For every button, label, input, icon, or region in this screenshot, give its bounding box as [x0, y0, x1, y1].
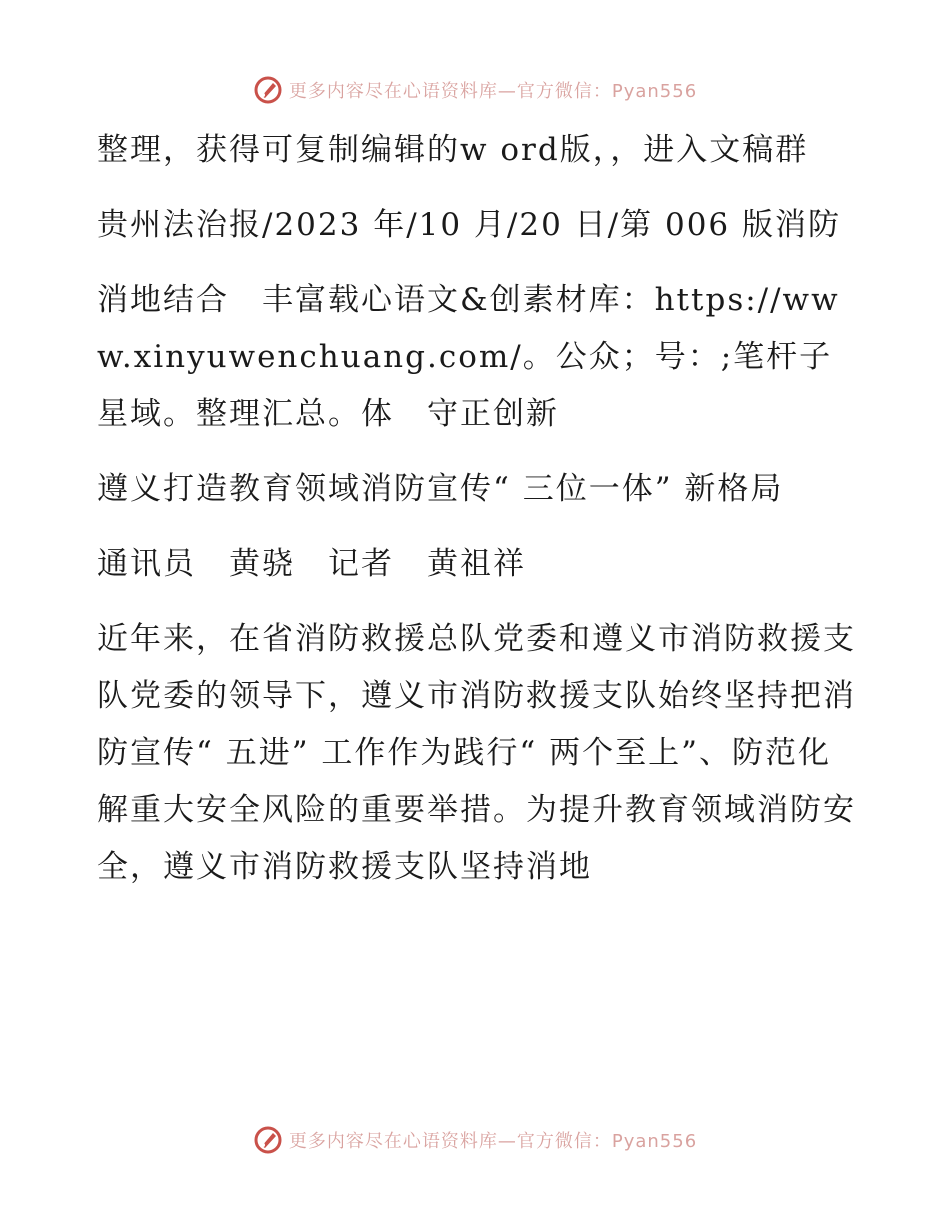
watermark-text: 更多内容尽在心语资料库—官方微信：Pyan556 [288, 81, 698, 102]
headline-kicker: 消地结合 丰富载心语文&创素材库：https://www.xinyuwenchuang.com/。公众；号：;笔杆子星域。整理汇总。体 守正创新 [97, 282, 840, 432]
document-body [97, 122, 857, 896]
header-watermark [0, 70, 950, 110]
quill-seal-icon [253, 75, 283, 105]
body-paragraph: 近年来，在省消防救援总队党委和遵义市消防救援支队党委的领导下，遵义市消防救援支队始终坚持把消防宣传“ 五进” 工作作为践行“ 两个至上”、防范化解重大安全风险的重要举措。为提升教育领域消防安全，遵义市消防救援支队坚持消地 [97, 621, 856, 885]
watermark-text: 更多内容尽在心语资料库—官方微信：Pyan556 [288, 1131, 698, 1152]
source-line: 贵州法治报/2023 年/10 月/20 日/第 006 版消防 [97, 207, 842, 243]
quill-seal-icon [253, 1125, 283, 1155]
intro-paragraph: 整理，获得可复制编辑的w ord版，，进入文稿群 [97, 132, 809, 168]
footer-watermark [0, 1120, 950, 1160]
headline: 遵义打造教育领域消防宣传“ 三位一体” 新格局 [97, 471, 784, 507]
byline: 通讯员 黄骁 记者 黄祖祥 [97, 546, 526, 582]
